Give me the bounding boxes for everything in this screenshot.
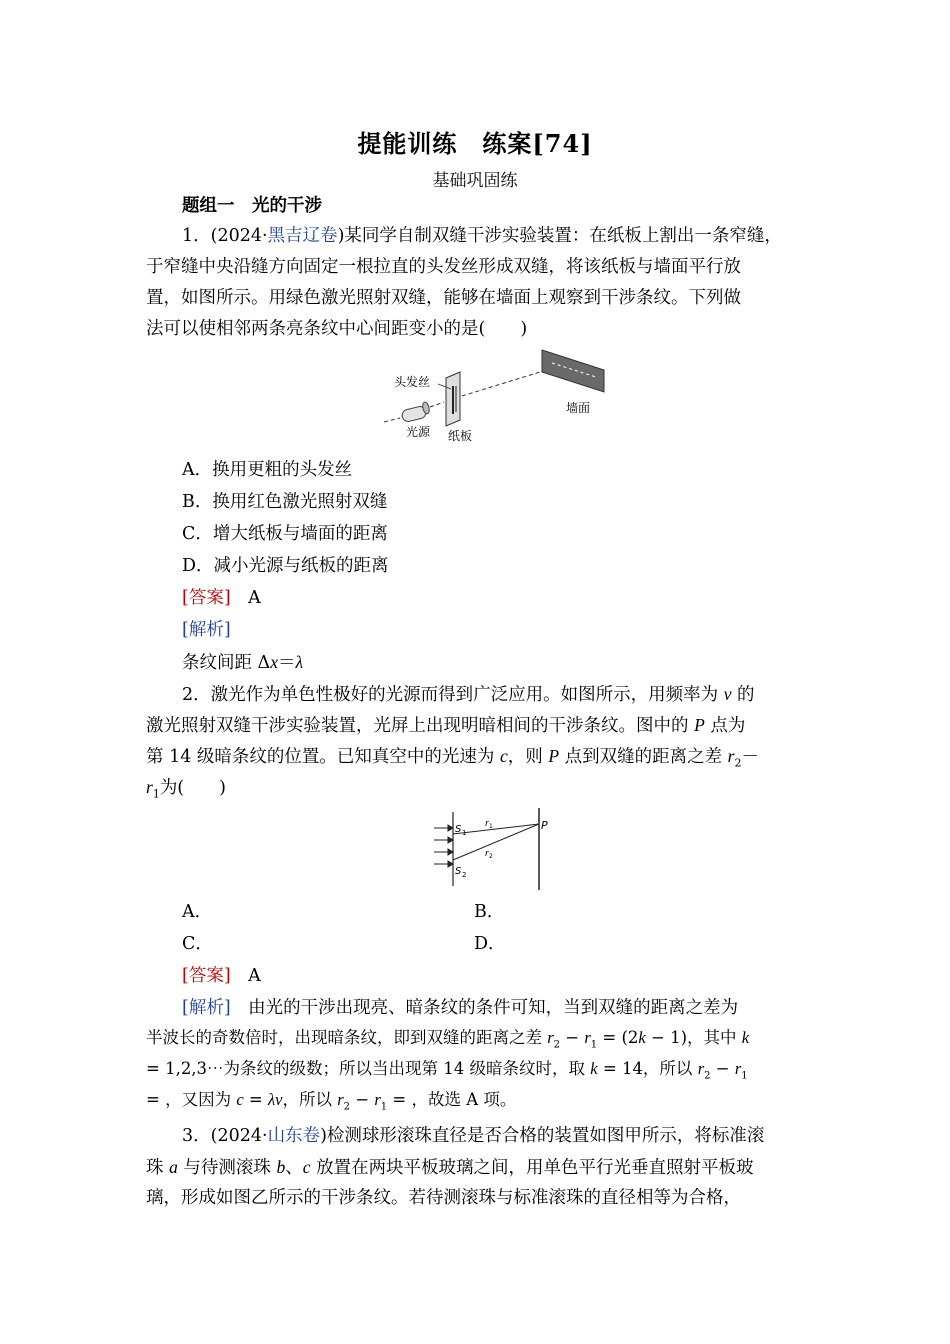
q1-line2: 于窄缝中央沿缝方向固定一根拉直的头发丝形成双缝，将该纸板与墙面平行放 [146,257,741,277]
q2-option-b[interactable]: B． [474,902,505,922]
group-heading: 题组一 光的干涉 [182,196,322,216]
q1-line3: 置，如图所示。用绿色激光照射双缝，能够在墙面上观察到干涉条纹。下列做 [146,288,741,308]
q2-analysis-line4: = ，又因为 c = λν，所以 $r_2 - r_1$ = ，故选 A 项。 [146,1090,517,1113]
q1-source-link[interactable]: 黑吉辽卷 [267,226,338,246]
q2-analysis-line3: = 1,2,3⋯为条纹的级数；所以当出现第 14 级暗条纹时，取 k = 14，所以 $r_2 - r_1$ [146,1059,748,1082]
q2-line4: $r_1$为( ) [146,777,226,801]
svg-text:1: 1 [462,829,467,837]
q1-answer-row [182,586,850,610]
svg-text:2: 2 [462,871,467,879]
svg-text:P: P [541,819,548,832]
svg-text:S: S [455,824,462,835]
wall-shape [542,350,604,392]
q1-analysis-tag-row [182,618,850,642]
q3-source-link[interactable]: 山东卷 [267,1126,321,1146]
svg-text:1: 1 [489,823,493,830]
svg-text:S: S [455,866,462,877]
q2-line3: 第 14 级暗条纹的位置。已知真空中的光速为 c，则 P 点到双缝的距离之差 $r_2-$ [146,746,759,770]
svg-text:r: r [485,819,489,829]
svg-text:2: 2 [489,853,493,860]
analysis-tag: [解析] [182,620,231,640]
q1-option-b[interactable]: B．换用红色激光照射双缝 [182,492,388,512]
answer-value: A [248,588,261,608]
q3-line1: 3．(2024·山东卷)检测球形滚珠直径是否合格的装置如图甲所示，将标准滚 [182,1126,765,1146]
q1-option-c[interactable]: C．增大纸板与墙面的距离 [182,524,388,544]
paper-board-shape [446,372,460,426]
q1-option-d[interactable]: D．减小光源与纸板的距离 [182,556,389,576]
q1-figure-slit-apparatus [380,344,620,444]
q2-figure-double-slit [430,806,560,892]
page-title: 提能训练 练案[74] [357,129,593,158]
q2-analysis-line1: [解析] 由光的干涉出现亮、暗条纹的条件可知，当到双缝的距离之差为 [182,998,739,1018]
light-source-label: 光源 [406,425,431,439]
q2-option-d[interactable]: D． [474,934,506,954]
board-label: 纸板 [448,429,473,443]
q1-option-a[interactable]: A．换用更粗的头发丝 [182,460,353,480]
q3-line3: 璃，形成如图乙所示的干涉条纹。若待测滚珠与标准滚珠的直径相等为合格， [146,1188,741,1208]
q2-option-c[interactable]: C． [182,934,213,954]
svg-text:r: r [485,849,489,859]
answer-tag: [答案] [182,588,231,608]
light-source-shape [401,401,430,422]
q1-analysis-text: 条纹间距 Δx＝λ [182,652,304,673]
q2-option-a[interactable]: A． [182,902,213,922]
q1-line4: 法可以使相邻两条亮条纹中心间距变小的是( ) [146,319,528,339]
q2-analysis-line2: 半波长的奇数倍时，出现暗条纹，即到双缝的距离之差 $r_2 - r_1 = (2k - 1)$，其中 k [146,1028,750,1051]
q2-line1: 2．激光作为单色性极好的光源而得到广泛应用。如图所示，用频率为 ν 的 [182,684,755,705]
page-subtitle: 基础巩固练 [432,171,518,191]
hair-label: 头发丝 [394,375,431,389]
q1-line1: 1．(2024·黑吉辽卷)某同学自制双缝干涉实验装置：在纸板上割出一条窄缝， [182,226,782,246]
wall-label: 墙面 [566,401,591,415]
q2-line2: 激光照射双缝干涉实验装置，光屏上出现明暗相间的干涉条纹。图中的 P 点为 [146,715,746,736]
q3-line2: 珠 a 与待测滚珠 b、c 放置在两块平板玻璃之间，用单色平行光垂直照射平板玻 [146,1157,754,1178]
q2-answer-row: [答案] A [182,966,261,986]
